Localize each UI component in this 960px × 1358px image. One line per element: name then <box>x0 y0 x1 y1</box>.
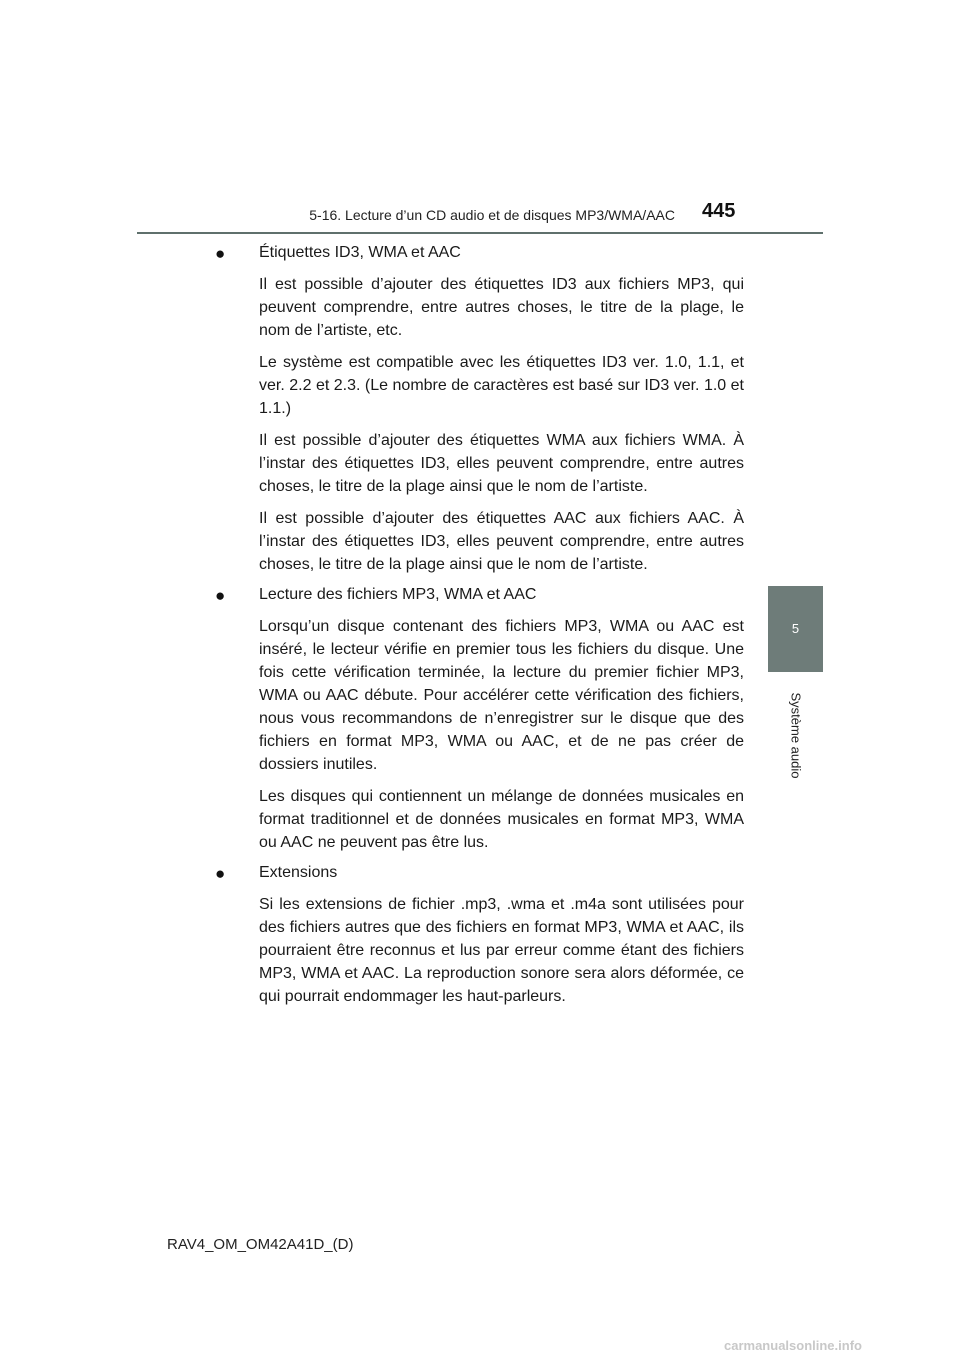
bullet-icon: ● <box>215 244 226 263</box>
main-content <box>215 241 744 1008</box>
list-item <box>215 861 744 1008</box>
heading-text: Extensions <box>259 864 338 881</box>
bullet-icon: ● <box>215 864 226 883</box>
paragraph: Lorsqu’un disque contenant des fichiers MP3, WMA ou AAC est inséré, le lecteur vérifie en premier tous les fichiers du disque. Une fois cette vérification terminée, la lecture du premier fichier MP3, WMA ou AAC débute. Pour accélérer cette vérification des fichiers, nous vous recommandons de n’enregistrer sur le disque que des fichiers en format MP3, WMA ou AAC, et de ne pas créer de dossiers inutiles. <box>259 618 744 773</box>
bullet-heading <box>215 241 744 264</box>
chapter-title-text: Système audio <box>788 692 803 778</box>
paragraph: Il est possible d’ajouter des étiquettes WMA aux fichiers WMA. À l’instar des étiquettes ID3, elles peuvent comprendre, entre autres choses, le titre de la plage ainsi que le nom de l’artiste. <box>259 432 744 495</box>
watermark: carmanualsonline.info <box>724 1338 862 1353</box>
page-number: 445 <box>702 200 736 222</box>
list-item <box>215 241 744 576</box>
paragraph: Les disques qui contiennent un mélange de données musicales en format traditionnel et de données musicales en format MP3, WMA ou AAC ne peuvent pas être lus. <box>259 788 744 851</box>
bullet-heading <box>215 861 744 884</box>
paragraph: Il est possible d’ajouter des étiquettes AAC aux fichiers AAC. À l’instar des étiquettes ID3, elles peuvent comprendre, entre autres choses, le titre de la plage ainsi que le nom de l’artiste. <box>259 510 744 573</box>
bullet-icon: ● <box>215 586 226 605</box>
paragraph: Si les extensions de fichier .mp3, .wma et .m4a sont utilisées pour des fichiers autres que des fichiers en format MP3, WMA et AAC, ils pourraient être reconnus et lus par erreur comme étant des fichiers MP3, WMA et AAC. La reproduction sonore sera alors déformée, ce qui pourrait endommager les haut-parleurs. <box>259 896 744 1005</box>
paragraph: Il est possible d’ajouter des étiquettes ID3 aux fichiers MP3, qui peuvent comprendre, entre autres choses, le titre de la plage, le nom de l’artiste, etc. <box>259 276 744 339</box>
list-item <box>215 583 744 854</box>
chapter-tab: 5 <box>768 586 823 672</box>
bullet-heading <box>215 583 744 606</box>
chapter-title <box>768 680 823 790</box>
section-title: 5-16. Lecture d’un CD audio et de disques MP3/WMA/AAC <box>309 207 675 223</box>
heading-text: Étiquettes ID3, WMA et AAC <box>259 244 461 261</box>
paragraph: Le système est compatible avec les étiquettes ID3 ver. 1.0, 1.1, et ver. 2.2 et 2.3. (Le nombre de caractères est basé sur ID3 ver. 1.0 et 1.1.) <box>259 354 744 417</box>
document-code: RAV4_OM_OM42A41D_(D) <box>167 1236 354 1253</box>
heading-text: Lecture des fichiers MP3, WMA et AAC <box>259 586 537 603</box>
header-divider <box>137 232 823 234</box>
